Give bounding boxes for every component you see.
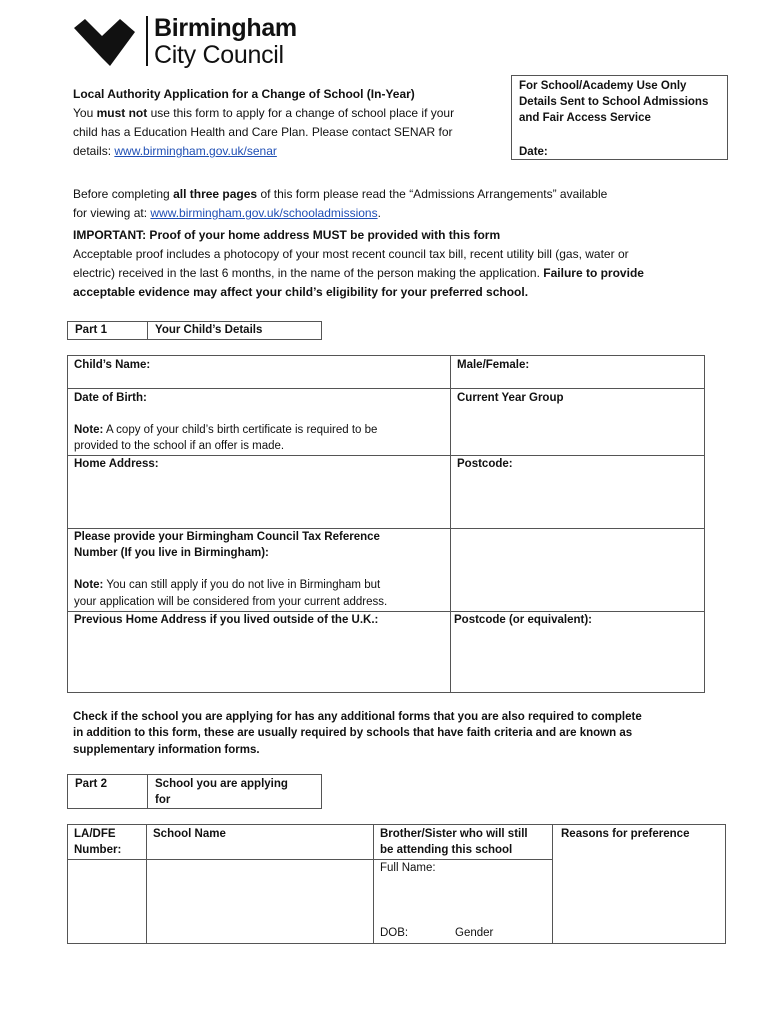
childs-name-field[interactable] <box>68 372 449 387</box>
birmingham-note: Note: You can still apply if you do not live in Birmingham but <box>74 579 381 591</box>
childs-name-label: Child’s Name: <box>74 359 151 371</box>
office-use-line-1: For School/Academy Use Only <box>519 80 687 92</box>
previous-address-label: Previous Home Address if you lived outside of the U.K.: <box>74 614 379 626</box>
year-group-field[interactable] <box>451 406 704 454</box>
instructions-line-2: for viewing at: www.birmingham.gov.uk/schooladmissions. <box>73 206 381 220</box>
senar-link[interactable]: www.birmingham.gov.uk/senar <box>114 144 277 158</box>
proof-line-2: electric) received in the last 6 months, in the name of the person making the application. Failure to provide <box>73 266 644 280</box>
part1-title: Your Child’s Details <box>155 324 263 336</box>
school-name-field[interactable] <box>147 860 372 943</box>
sibling-header-1: Brother/Sister who will still <box>380 828 528 840</box>
year-group-label: Current Year Group <box>457 392 564 404</box>
la-dfe-header-2: Number: <box>74 844 122 856</box>
sibling-full-name-label: Full Name: <box>380 862 436 874</box>
proof-line-1: Acceptable proof includes a photocopy of your most recent council tax bill, recent utility bill (gas, water or <box>73 247 629 261</box>
la-dfe-number-field[interactable] <box>68 860 145 943</box>
birmingham-logo-mark-icon <box>72 18 138 68</box>
instructions-line-1: Before completing all three pages of this form please read the “Admissions Arrangements” available <box>73 187 608 201</box>
home-address-field[interactable] <box>68 472 449 527</box>
reasons-header: Reasons for preference <box>561 828 690 840</box>
supplementary-forms-line-3: supplementary information forms. <box>73 744 260 756</box>
office-use-date-label: Date: <box>519 146 548 158</box>
male-female-label: Male/Female: <box>457 359 530 371</box>
reasons-field[interactable] <box>553 825 725 943</box>
council-tax-label-1: Please provide your Birmingham Council Tax Reference <box>74 531 380 543</box>
part2-title-2: for <box>155 794 171 806</box>
council-logo <box>72 16 332 72</box>
postcode-label: Postcode: <box>457 458 513 470</box>
part2-title-1: School you are applying <box>155 778 288 790</box>
council-tax-label-2: Number (If you live in Birmingham): <box>74 547 269 559</box>
intro-line-2: child has a Education Health and Care Plan. Please contact SENAR for <box>73 125 453 139</box>
office-use-line-2: Details Sent to School Admissions <box>519 96 709 108</box>
logo-line-2: City Council <box>154 41 284 69</box>
form-title: Local Authority Application for a Change of School (In-Year) <box>73 87 415 101</box>
postcode-field[interactable] <box>451 472 704 527</box>
logo-line-1: Birmingham <box>154 14 297 42</box>
birth-certificate-note: Note: A copy of your child’s birth certificate is required to be <box>74 424 378 436</box>
postcode-equivalent-field[interactable] <box>451 628 704 692</box>
supplementary-forms-line-2: in addition to this form, these are usually required by schools that have faith criteria and are known as <box>73 727 633 739</box>
school-name-header: School Name <box>153 828 226 840</box>
la-dfe-header-1: LA/DFE <box>74 828 116 840</box>
important-notice: IMPORTANT: Proof of your home address MUST be provided with this form <box>73 228 501 242</box>
sibling-gender-label: Gender <box>455 927 494 939</box>
postcode-equivalent-label: Postcode (or equivalent): <box>454 614 593 626</box>
sibling-full-name-field[interactable] <box>374 876 551 920</box>
office-use-line-3: and Fair Access Service <box>519 112 651 124</box>
proof-line-3: acceptable evidence may affect your child’s eligibility for your preferred school. <box>73 285 529 299</box>
supplementary-forms-line-1: Check if the school you are applying for has any additional forms that you are also required to complete <box>73 711 642 723</box>
home-address-label: Home Address: <box>74 458 159 470</box>
previous-address-field[interactable] <box>68 628 449 692</box>
part2-label: Part 2 <box>75 778 107 790</box>
council-tax-field[interactable] <box>451 529 704 610</box>
sibling-header-2: be attending this school <box>380 844 513 856</box>
male-female-field[interactable] <box>451 372 704 387</box>
part1-label: Part 1 <box>75 324 107 336</box>
birth-certificate-note-2: provided to the school if an offer is made. <box>74 440 285 452</box>
intro-line-3: details: www.birmingham.gov.uk/senar <box>73 144 277 158</box>
school-admissions-link[interactable]: www.birmingham.gov.uk/schooladmissions <box>150 206 378 220</box>
birmingham-note-2: your application will be considered from your current address. <box>74 596 388 608</box>
dob-label: Date of Birth: <box>74 392 147 404</box>
sibling-dob-label: DOB: <box>380 927 409 939</box>
intro-line-1: You must not use this form to apply for a change of school place if your <box>73 106 455 120</box>
